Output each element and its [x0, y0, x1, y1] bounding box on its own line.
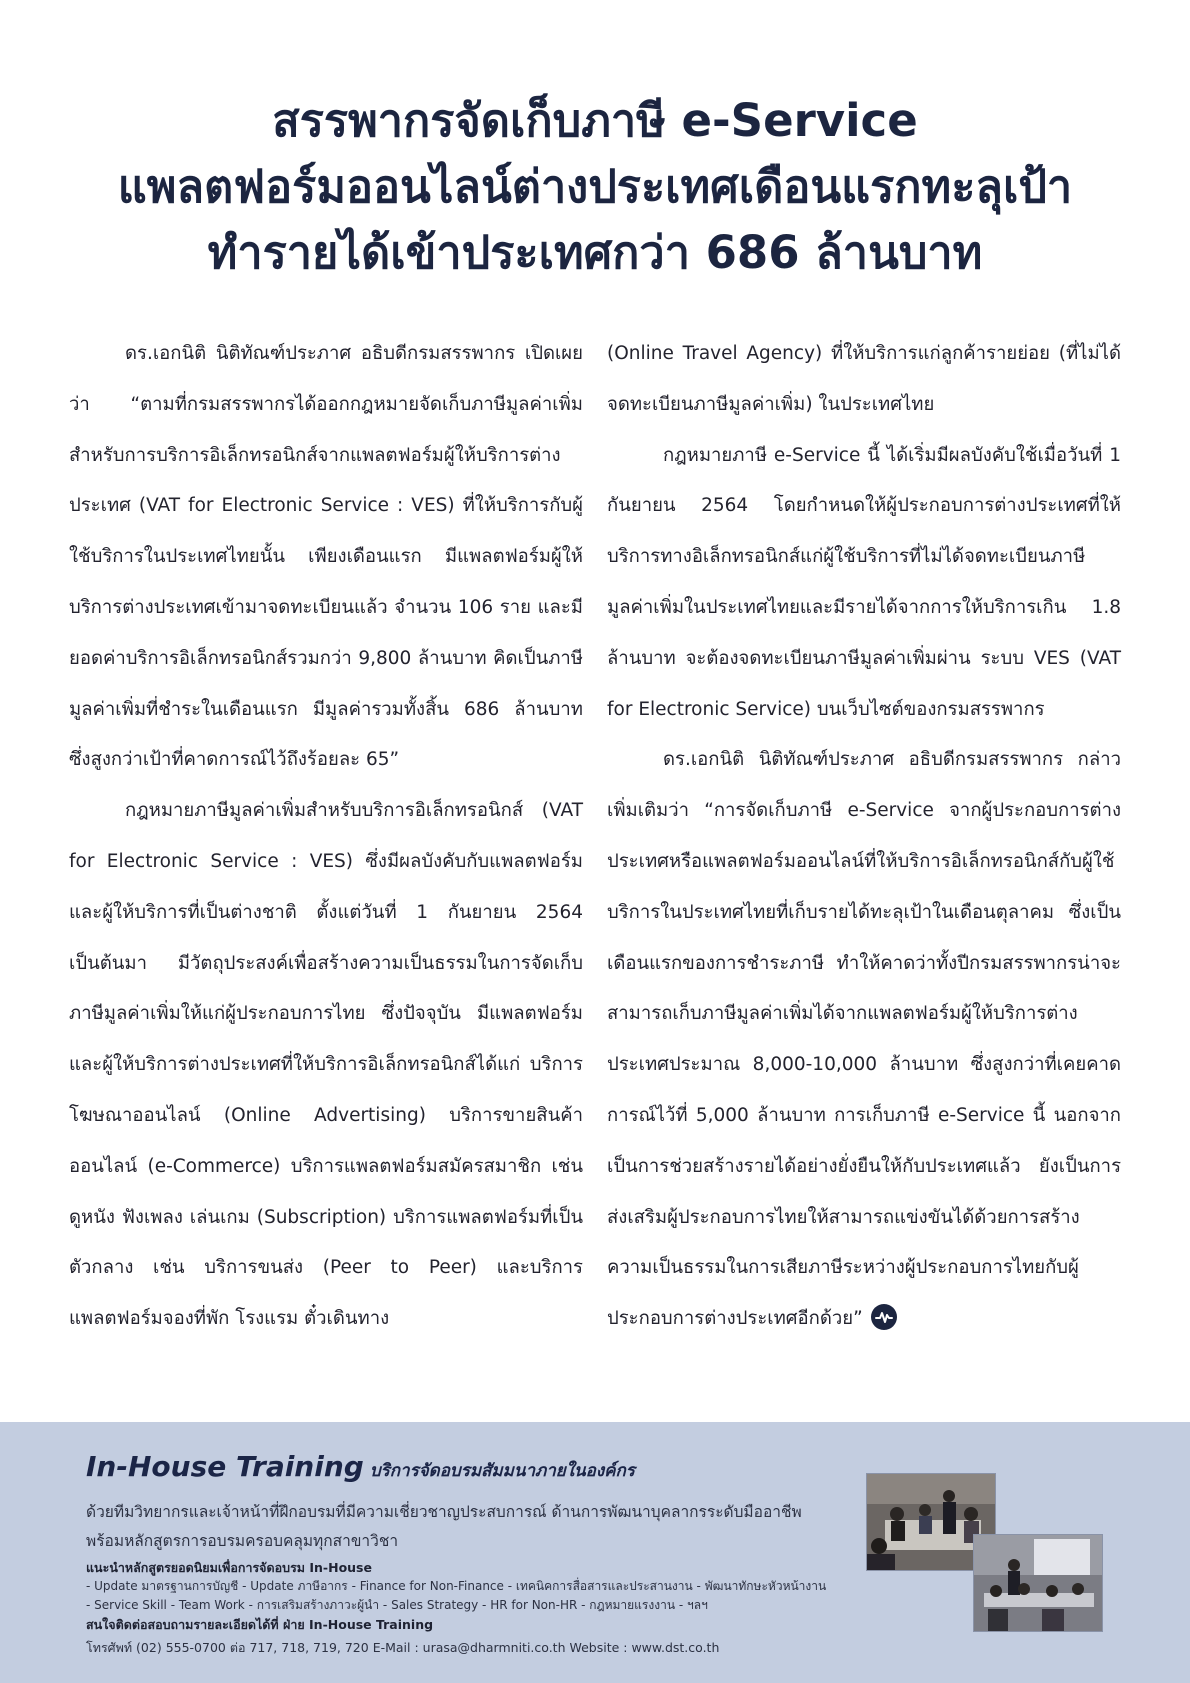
brand-tagline: บริการจัดอบรมสัมมนาภายในองค์กร	[369, 1461, 635, 1481]
title-line-3: ทำรายได้เข้าประเทศกว่า 686 ล้านบาท	[207, 226, 983, 279]
courses-line-1: - Update มาตรฐานการบัญชี - Update ภาษีอากร - Finance for Non-Finance - เทคนิคการสื่อสารและประสานงาน - พัฒนาทักษะหัวหน้างาน	[86, 1579, 827, 1593]
title-line-1: สรรพากรจัดเก็บภาษี e-Service	[272, 94, 918, 147]
paragraph-text: ดร.เอกนิติ นิติทัณฑ์ประภาศ อธิบดีกรมสรรพากร กล่าวเพิ่มเติมว่า “การจัดเก็บภาษี e-Service จากผู้ประกอบการต่างประเทศหรือแพลตฟอร์มออนไลน์ที่ให้บริการอิเล็กทรอนิกส์กับผู้ใช้บริการในประเทศไทยที่เก็บรายได้ทะลุเป้าในเดือนตุลาคม ซึ่งเป็นเดือนแรกของการชำระภาษี ทำให้คาดว่าทั้งปีกรมสรรพากรน่าจะสามารถเก็บภาษีมูลค่าเพิ่มได้จากแพลตฟอร์มผู้ให้บริการต่างประเทศประมาณ 8,000-10,000 ล้านบาท ซึ่งสูงกว่าที่เคยคาดการณ์ไว้ที่ 5,000 ล้านบาท การเก็บภาษี e-Service นี้ นอกจากเป็นการช่วยสร้างรายได้อย่างยั่งยืนให้กับประเทศแล้ว ยังเป็นการส่งเสริมผู้ประกอบการไทยให้สามารถแข่งขันได้ด้วยการสร้างความเป็นธรรมในการเสียภาษีระหว่างผู้ประกอบการไทยกับผู้ประกอบการต่างประเทศอีกด้วย”	[607, 749, 1121, 1330]
paragraph: ดร.เอกนิติ นิติทัณฑ์ประภาศ อธิบดีกรมสรรพากร เปิดเผยว่า “ตามที่กรมสรรพากรได้ออกกฎหมายจัดเก็บภาษีมูลค่าเพิ่มสำหรับการบริการอิเล็กทรอนิกส์จากแพลตฟอร์มผู้ให้บริการต่างประเทศ (VAT for Electronic Service : VES) ที่ให้บริการกับผู้ใช้บริการในประเทศไทยนั้น เพียงเดือนแรก มีแพลตฟอร์มผู้ให้บริการต่างประเทศเข้ามาจดทะเบียนแล้ว จำนวน 106 ราย และมียอดค่าบริการอิเล็กทรอนิกส์รวมกว่า 9,800 ล้านบาท คิดเป็นภาษีมูลค่าเพิ่มที่ชำระในเดือนแรก มีมูลค่ารวมทั้งสิ้น 686 ล้านบาท ซึ่งสูงกว่าเป้าที่คาดการณ์ไว้ถึงร้อยละ 65”	[69, 343, 583, 771]
paragraph-final	[607, 735, 1121, 1345]
courses-line-2: - Service Skill - Team Work - การเสริมสร้างภาวะผู้นำ - Sales Strategy - HR for Non-HR - กฎหมายแรงงาน - ฯลฯ	[86, 1598, 708, 1612]
brand-name: In-House Training	[86, 1450, 364, 1483]
paragraph: กฎหมายภาษีมูลค่าเพิ่มสำหรับบริการอิเล็กทรอนิกส์ (VAT for Electronic Service : VES) ซึ่งมีผลบังคับกับแพลตฟอร์มและผู้ให้บริการที่เป็นต่างชาติ ตั้งแต่วันที่ 1 กันยายน 2564 เป็นต้นมา มีวัตถุประสงค์เพื่อสร้างความเป็นธรรมในการจัดเก็บภาษีมูลค่าเพิ่มให้แก่ผู้ประกอบการไทย ซึ่งปัจจุบัน มีแพลตฟอร์มและผู้ให้บริการต่างประเทศที่ให้บริการอิเล็กทรอนิกส์ได้แก่ บริการโฆษณาออนไลน์ (Online Advertising) บริการขายสินค้าออนไลน์ (e-Commerce) บริการแพลตฟอร์มสมัครสมาชิก เช่น ดูหนัง ฟังเพลง เล่นเกม (Subscription) บริการแพลตฟอร์มที่เป็นตัวกลาง เช่น บริการขนส่ง (Peer to Peer) และบริการแพลตฟอร์มจองที่พัก โรงแรม ตั๋วเดินทาง	[69, 800, 583, 1330]
end-of-article-icon	[871, 1304, 897, 1330]
footer-advertisement	[0, 1422, 1190, 1683]
paragraph-continued: (Online Travel Agency) ที่ให้บริการแก่ลูกค้ารายย่อย (ที่ไม่ได้จดทะเบียนภาษีมูลค่าเพิ่ม) ในประเทศไทย	[607, 343, 1121, 415]
training-photo-2	[973, 1534, 1103, 1632]
footer-description-line-1: ด้วยทีมวิทยากรและเจ้าหน้าที่ฝึกอบรมที่มีความเชี่ยวชาญประสบการณ์ ด้านการพัฒนาบุคลากรระดับมืออาชีพ	[86, 1503, 802, 1521]
footer-description-line-2: พร้อมหลักสูตรการอบรมครอบคลุมทุกสาขาวิชา	[86, 1532, 399, 1550]
article-title	[0, 88, 1190, 286]
article-column-right	[607, 329, 1121, 1345]
contact-heading: สนใจติดต่อสอบถามรายละเอียดได้ที่ ฝ่าย In-House Training	[86, 1617, 434, 1632]
title-line-2: แพลตฟอร์มออนไลน์ต่างประเทศเดือนแรกทะลุเป้า	[117, 160, 1073, 213]
paragraph: กฎหมายภาษี e-Service นี้ ได้เริ่มมีผลบังคับใช้เมื่อวันที่ 1 กันยายน 2564 โดยกำหนดให้ผู้ประกอบการต่างประเทศที่ให้บริการทางอิเล็กทรอนิกส์แก่ผู้ใช้บริการที่ไม่ได้จดทะเบียนภาษีมูลค่าเพิ่มในประเทศไทยและมีรายได้จากการให้บริการเกิน 1.8 ล้านบาท จะต้องจดทะเบียนภาษีมูลค่าเพิ่มผ่าน ระบบ VES (VAT for Electronic Service) บนเว็บไซต์ของกรมสรรพากร	[607, 444, 1121, 720]
contact-details: โทรศัพท์ (02) 555-0700 ต่อ 717, 718, 719, 720 E-Mail : urasa@dharmniti.co.th Website : www.dst.co.th	[86, 1640, 720, 1655]
article-column-left	[69, 329, 583, 1345]
courses-heading: แนะนำหลักสูตรยอดนิยมเพื่อการจัดอบรม In-House	[86, 1560, 372, 1575]
footer-brand-row	[86, 1450, 635, 1484]
